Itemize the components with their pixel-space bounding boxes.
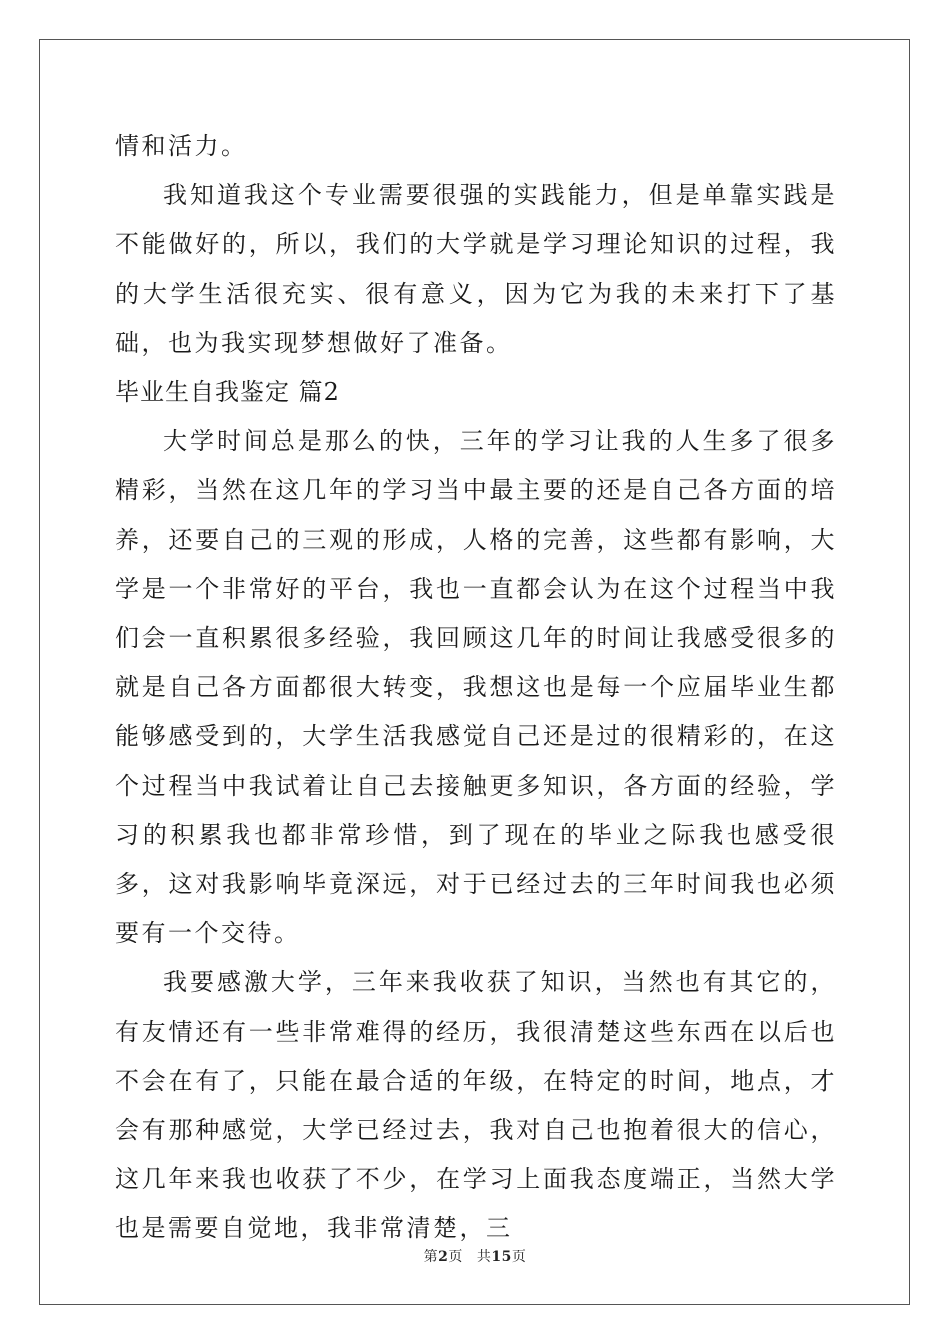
total-pages: 15 [491,1249,512,1265]
paragraph-practice: 我知道我这个专业需要很强的实践能力，但是单靠实践是不能做好的，所以，我们的大学就是学习理论知识的过程，我的大学生活很充实、很有意义，因为它为我的未来打下了基础，也为我实现梦想做好了准备。 [115,181,837,357]
page-footer [0,1246,950,1266]
paragraph-gratitude: 我要感激大学，三年来我收获了知识，当然也有其它的，有友情还有一些非常难得的经历，我很清楚这些东西在以后也不会在有了，只能在最合适的年级，在特定的时间，地点，才会有那种感觉，大学已经过去，我对自己也抱着很大的信心，这几年来我也收获了不少，在学习上面我态度端正，当然大学也是需要自觉地，我非常清楚，三 [115,968,837,1243]
total-prefix: 共 [476,1249,492,1265]
page-number: 2 [438,1249,449,1265]
paragraph-university-time: 大学时间总是那么的快，三年的学习让我的人生多了很多精彩，当然在这几年的学习当中最主要的还是自己各方面的培养，还要自己的三观的形成，人格的完善，这些都有影响，大学是一个非常好的平台，我也一直都会认为在这个过程当中我们会一直积累很多经验，我回顾这几年的时间让我感受很多的就是自己各方面都很大转变，我想这也是每一个应届毕业生都能够感受到的，大学生活我感觉自己还是过的很精彩的，在这个过程当中我试着让自己去接触更多知识，各方面的经验，学习的积累我也都非常珍惜，到了现在的毕业之际我也感受很多，这对我影响毕竟深远，对于已经过去的三年时间我也必须要有一个交待。 [115,427,837,948]
page-prefix: 第 [423,1249,439,1265]
section-heading: 毕业生自我鉴定 篇2 [115,378,340,407]
page-suffix: 页 [448,1249,463,1265]
document-body [115,122,837,1254]
total-suffix: 页 [511,1249,527,1265]
paragraph-continued: 情和活力。 [115,132,248,160]
